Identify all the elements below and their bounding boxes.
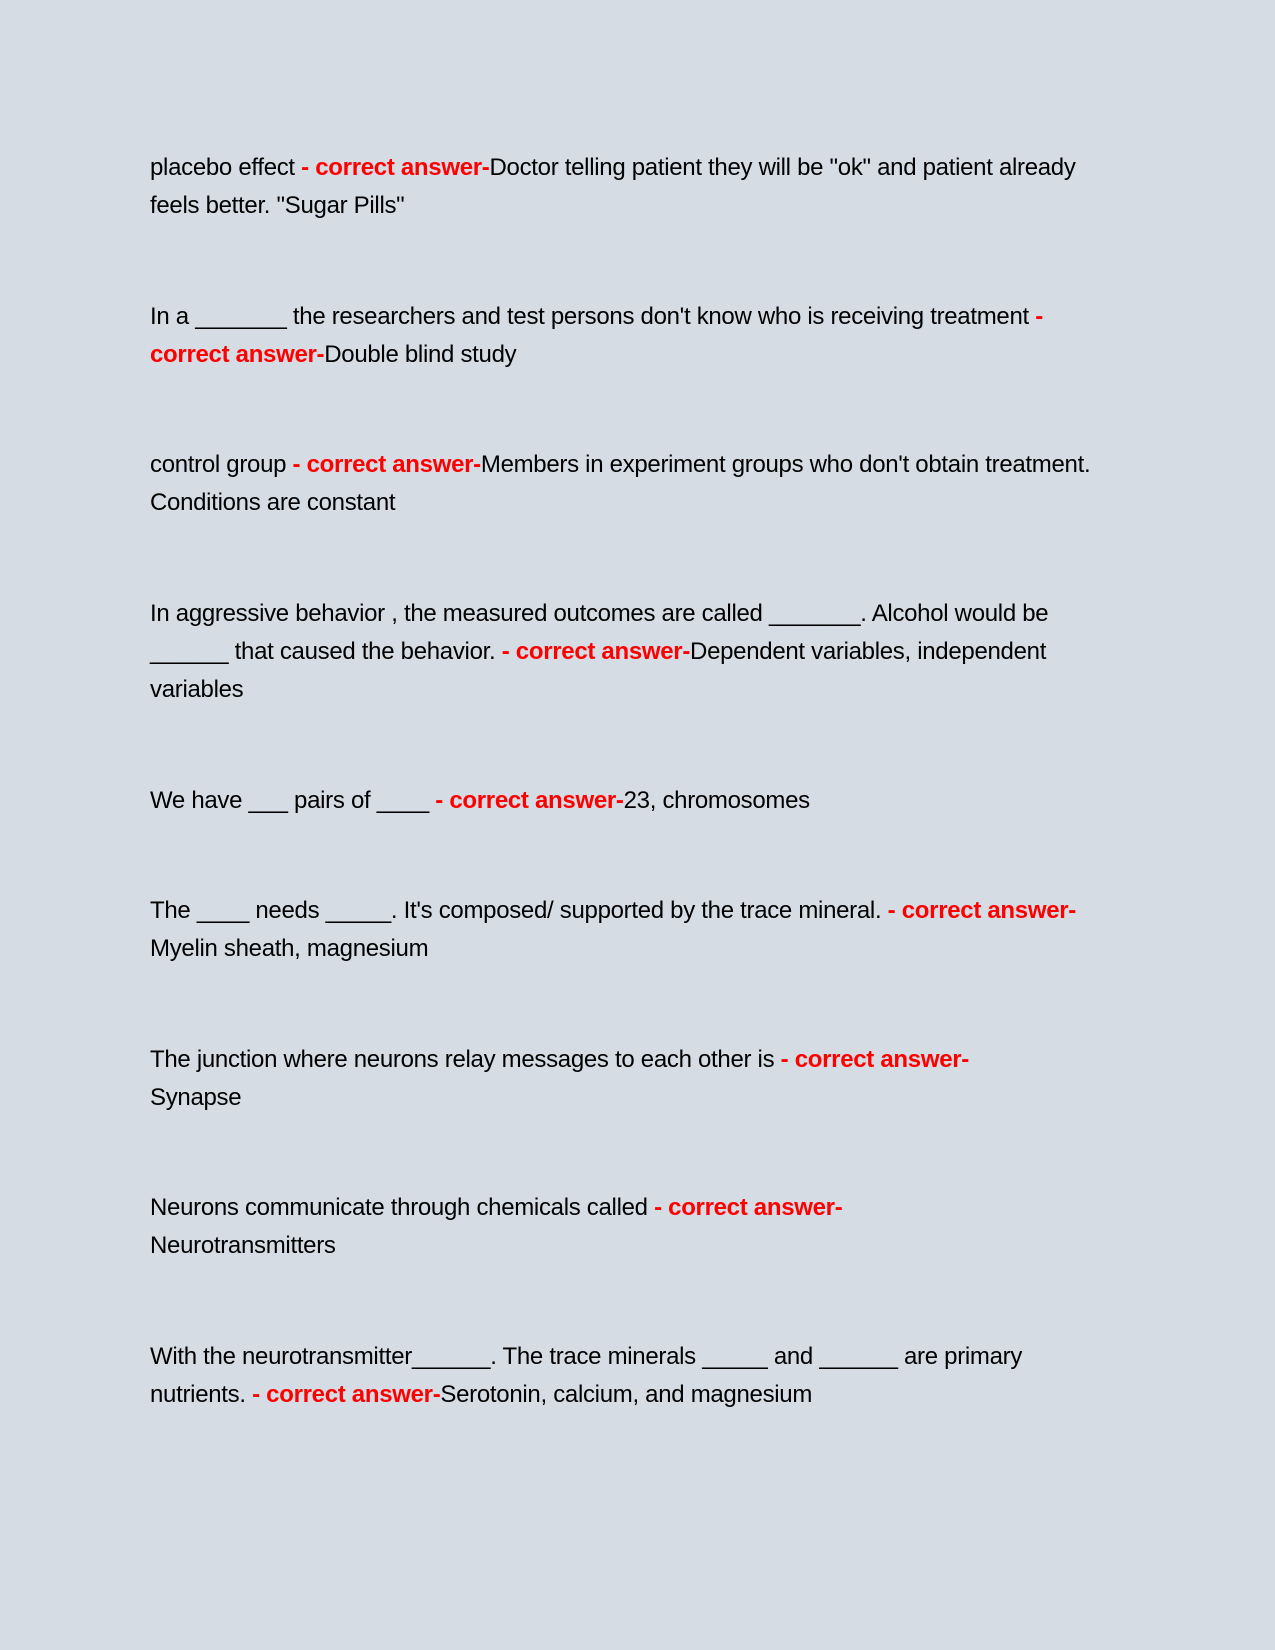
qa-item-placebo-effect: [150, 149, 1110, 225]
answer-text: Double blind study: [324, 341, 517, 368]
question-text: In a _______ the researchers and test persons don't know who is receiving treatment: [150, 303, 1029, 330]
question-text: We have ___ pairs of ____: [150, 787, 429, 814]
correct-answer-marker: - correct answer-: [286, 451, 481, 478]
correct-answer-marker: - correct answer-: [774, 1046, 969, 1073]
answer-text: Doctor telling patient they will be "ok" and patient already feels better. "Sugar Pills": [150, 154, 1076, 219]
correct-answer-marker: - correct answer-: [428, 787, 624, 814]
answer-text: Myelin sheath, magnesium: [150, 935, 429, 962]
answer-text: Members in experiment groups who don't obtain treatment. Conditions are constant: [150, 451, 1091, 516]
qa-item-chromosomes: [150, 782, 1110, 820]
correct-answer-marker: - correct answer-: [294, 154, 490, 181]
correct-answer-marker: - correct answer-: [245, 1381, 441, 1408]
answer-text: Serotonin, calcium, and magnesium: [440, 1381, 813, 1408]
correct-answer-marker: - correct answer-: [495, 638, 691, 665]
correct-answer-marker: - correct answer-: [647, 1194, 843, 1221]
qa-item-control-group: [150, 446, 1110, 522]
correct-answer-marker: - correct answer-: [881, 897, 1076, 924]
qa-item-serotonin: [150, 1338, 1110, 1414]
question-text: The ____ needs _____. It's composed/ supported by the trace mineral.: [150, 897, 882, 924]
correct-answer-marker: - correct answer-: [150, 303, 1043, 368]
question-text: control group: [150, 451, 287, 478]
qa-item-variables: [150, 595, 1110, 709]
question-text: placebo effect: [150, 154, 295, 181]
qa-item-neurotransmitters: [150, 1189, 1110, 1265]
answer-text: Dependent variables, independent variables: [150, 638, 1047, 703]
answer-text: 23, chromosomes: [623, 787, 810, 814]
question-text: Neurons communicate through chemicals called: [150, 1194, 648, 1221]
qa-item-synapse: [150, 1041, 1110, 1117]
question-text: With the neurotransmitter______. The trace minerals _____ and ______ are primary nutrients.: [150, 1343, 1023, 1408]
question-text: The junction where neurons relay messages to each other is: [150, 1046, 775, 1073]
answer-text: Synapse: [150, 1084, 242, 1111]
answer-text: Neurotransmitters: [150, 1232, 336, 1259]
qa-item-myelin-sheath: [150, 892, 1110, 968]
question-text: In aggressive behavior , the measured outcomes are called _______. Alcohol would be ______ that caused the behavior.: [150, 600, 1049, 665]
qa-item-double-blind: [150, 298, 1110, 374]
